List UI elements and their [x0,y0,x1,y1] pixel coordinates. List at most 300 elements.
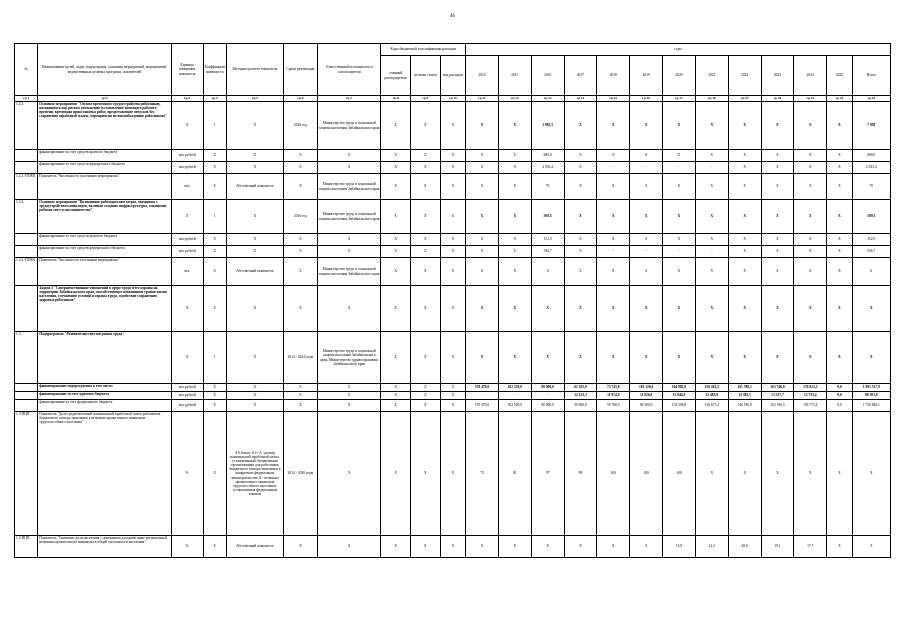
cell-year-value: - [663,162,696,174]
cell-unit: % [171,412,203,536]
cell-year-value: X [597,536,630,558]
cell-method: Абсолютный показатель [226,258,283,286]
cell-year-value: X [564,258,597,286]
cell-year-value: X [794,332,827,384]
header-year-11: 2025 [827,56,852,96]
cell-unit: тыс.рублей [171,234,203,246]
table-row [15,150,891,162]
cell-year-value: 102 529,0 [498,400,531,412]
cell-year-value: 156 775,4 [794,400,827,412]
header-year-12: Итого [852,56,890,96]
header-year-2: 2016 [531,56,564,96]
column-number: гр.19 [728,96,761,102]
cell-year-value: X [761,102,794,150]
cell-year-value: 100 [630,412,663,536]
cell-year-value: 70 [531,174,564,200]
cell-year-value: X [761,258,794,286]
cell-year-value: X [630,174,663,200]
cell-year-value: X [531,536,564,558]
cell-year-value: 11 974,0 [597,392,630,400]
cell-vr: X [440,162,465,174]
cell-year-value: X [498,234,531,246]
cell-year-value: X [852,536,890,558]
cell-year-value: X [466,536,499,558]
cell-coef: X [203,150,226,162]
cell-year-value: X [728,200,761,234]
column-number: гр.18 [695,96,728,102]
row-name: Подпрограмма "Развитие институтов рынка труда" [38,332,171,384]
cell-year-value: 100 [597,412,630,536]
cell-period: X [283,258,317,286]
cell-cs: X [411,174,441,200]
row-name: финансирование за счет средств федерального бюджета [38,162,171,174]
cell-g: X [381,162,411,174]
cell-year-value: 680,0 [852,150,890,162]
cell-coef: X [203,536,226,558]
cell-year-value: - [466,392,499,400]
cell-year-value: X [728,150,761,162]
cell-cs: X [411,258,441,286]
row-number: 1.3-ПЦП [15,412,38,536]
cell-year-value: X [498,258,531,286]
cell-cs: X [411,150,441,162]
cell-year-value: X [466,286,499,332]
header-year-7: 2021 [695,56,728,96]
cell-year-value: X [761,234,794,246]
cell-year-value: X [695,150,728,162]
cell-year-value: 152,9 [852,234,890,246]
column-number: гр.15 [597,96,630,102]
header-unit: Единица измерения показателя [171,44,203,96]
cell-year-value: X [630,258,663,286]
row-name: Задача 3 "Совершенствование отношений в сфере труда и его охраны на территории Забайкальского края, способствующее повышению уровня жизни населения, улучшению условий и охраны труда, содействие сохранению здоровья работников" [38,286,171,332]
header-year-4: 2018 [597,56,630,96]
cell-year-value: X [466,150,499,162]
table-row [15,162,891,174]
cell-year-value: 0,0 [827,384,852,392]
cell-year-value: 509,5 [531,200,564,234]
cell-year-value: 19,1 [761,536,794,558]
cell-cs: X [411,234,441,246]
cell-year-value: X [498,162,531,174]
header-years-title: годы [466,44,891,56]
cell-year-value: - [498,392,531,400]
row-number [15,162,38,174]
cell-resp: X [317,412,381,536]
program-table [14,43,891,558]
cell-resp: X [317,162,381,174]
cell-coef: X [203,286,226,332]
cell-resp: X [317,536,381,558]
cell-unit: X [171,286,203,332]
header-name: Наименование целей, задач, подпрограмм, основных мероприятий, мероприятий, ведомственных целевых программ, показателей [38,44,171,96]
cell-year-value: 15,8 [663,536,696,558]
cell-year-value: 1 883 517,9 [852,384,890,392]
cell-method: X [226,200,283,234]
cell-period: X [283,234,317,246]
cell-year-value: X [564,102,597,150]
cell-year-value: X [827,162,852,174]
row-number [15,234,38,246]
cell-cs: X [411,384,441,392]
cell-period: 2016 год [283,102,317,150]
cell-year-value: 161 780,1 [728,384,761,392]
table-header [15,44,891,102]
row-number: 1.3. [15,332,38,384]
cell-coef: X [203,412,226,536]
cell-year-value: X [597,174,630,200]
cell-year-value: 170 812,5 [794,384,827,392]
cell-year-value: X [695,234,728,246]
cell-g: X [381,234,411,246]
cell-period: X [283,536,317,558]
cell-year-value: 153 358,8 [663,400,696,412]
cell-cs: X [411,536,441,558]
cell-year-value: X [466,200,499,234]
row-number [15,246,38,258]
row-name: Показатель "Доля среднемесячной номинальной заработной платы работников бюджетного сектора экономики к величине прожиточного минимума трудоспособного населения" [38,412,171,536]
cell-year-value: 70 [852,174,890,200]
row-number: 1.2.3.-ПОМ1 [15,174,38,200]
row-number: 1.3-ПЦП [15,536,38,558]
cell-year-value: X [761,286,794,332]
cell-year-value: X [728,246,761,258]
cell-year-value: X [630,286,663,332]
cell-year-value: 164 882,8 [663,384,696,392]
table-row [15,258,891,286]
cell-year-value: - [531,392,564,400]
table-row [15,384,891,392]
cell-method: X [226,332,283,384]
header-year-0: 2014 [466,56,499,96]
cell-year-value: X [761,332,794,384]
cell-year-value: X [852,332,890,384]
cell-year-value: - [597,246,630,258]
cell-year-value: X [564,332,597,384]
cell-year-value: X [827,332,852,384]
cell-period: X [283,400,317,412]
cell-year-value: 21,2 [695,536,728,558]
cell-year-value: X [597,332,630,384]
table-row [15,412,891,536]
cell-year-value: X [695,332,728,384]
cell-year-value: X [498,200,531,234]
row-name: финансирование за счет средств федерального бюджета [38,246,171,258]
cell-year-value: X [728,286,761,332]
cell-method: X [226,286,283,332]
cell-year-value: X [728,412,761,536]
cell-year-value: X [761,162,794,174]
cell-vr: X [440,258,465,286]
cell-g: X [381,392,411,400]
cell-vr: X [440,286,465,332]
cell-g: X [381,246,411,258]
column-number: гр.22 [827,96,852,102]
cell-year-value: X [761,246,794,258]
cell-coef: 1 [203,102,226,150]
cell-year-value: X [466,332,499,384]
cell-year-value: 6 [531,258,564,286]
header-year-1: 2015 [498,56,531,96]
cell-unit: тыс.рублей [171,246,203,258]
cell-year-value: X [564,162,597,174]
cell-year-value: 570 470,0 [466,384,499,392]
header-year-9: 2023 [761,56,794,96]
row-name: Основное мероприятие "Возмещение работодателям затрат, связанных с трудоустройством инвалидов, включая создание инфраструктуры, оснащение рабочих мест и наставничество" [38,200,171,234]
cell-year-value: X [663,234,696,246]
row-number [15,392,38,400]
cell-year-value: X [827,234,852,246]
cell-period: X [283,384,317,392]
cell-unit: X [171,102,203,150]
cell-year-value: X [498,286,531,332]
cell-resp: Министерство труда и социальной защиты населения Забайкальского края [317,102,381,150]
cell-year-value: X [794,258,827,286]
column-number: гр.13 [531,96,564,102]
row-number: 1.2.4. [15,200,38,234]
cell-cs: X [411,246,441,258]
cell-year-value: 680,0 [531,150,564,162]
column-number: гр.1 [15,96,38,102]
cell-resp: Министерство труда и социальной защиты населения Забайкальского края [317,200,381,234]
cell-year-value: X [597,150,630,162]
cell-year-value: 102 529,0 [498,384,531,392]
cell-year-value: 17,7 [794,536,827,558]
cell-vr: X [440,150,465,162]
cell-year-value: X [663,286,696,332]
cell-g: X [381,400,411,412]
cell-year-value: X [498,150,531,162]
cell-cs: X [411,200,441,234]
cell-year-value: X [728,258,761,286]
row-name: финансирование подпрограммы в том числе: [38,384,171,392]
row-name: Показатель "Снижение доли населения с денежными доходами ниже региональной величины прожиточного минимума в общей численности населения" [38,536,171,558]
table-row [15,246,891,258]
cell-year-value: X [466,174,499,200]
cell-year-value: 0,0 [827,392,852,400]
cell-year-value: X [827,174,852,200]
cell-coef: X [203,234,226,246]
cell-year-value: X [663,258,696,286]
cell-year-value: 98 [564,412,597,536]
cell-period: X [283,286,317,332]
table-body [15,102,891,558]
cell-cs: X [411,412,441,536]
cell-year-value: X [794,412,827,536]
cell-year-value: 12 323,3 [564,392,597,400]
cell-period: X [283,392,317,400]
cell-year-value: X [663,102,696,150]
header-code-1: целевая статья [411,56,441,96]
cell-vr: X [440,234,465,246]
cell-year-value: X [663,200,696,234]
cell-g: X [381,412,411,536]
cell-year-value: 12 044,0 [663,392,696,400]
cell-resp: Министерство труда и социальной защиты населения Забайкальского края [317,258,381,286]
row-name: финансирование за счет краевого бюджета [38,392,171,400]
cell-year-value: X [695,102,728,150]
header-code-2: вид расходов [440,56,465,96]
cell-year-value: X [498,332,531,384]
cell-year-value: X [597,200,630,234]
row-number [15,400,38,412]
header-year-10: 2024 [794,56,827,96]
cell-year-value: 13 337,7 [761,392,794,400]
cell-period: 2014 - 2020 годы [283,412,317,536]
column-number: гр.7 [317,96,381,102]
row-name: Показатель "Численность участников мероприятия" [38,174,171,200]
cell-year-value: X [852,412,890,536]
cell-year-value: X [695,286,728,332]
cell-cs: X [411,400,441,412]
cell-year-value: - [695,246,728,258]
table-row [15,392,891,400]
cell-year-value: X [827,258,852,286]
cell-year-value: X [794,200,827,234]
header-year-3: 2017 [564,56,597,96]
cell-unit: тыс.рублей [171,392,203,400]
column-number: гр.17 [663,96,696,102]
row-name: финансирование за счет средств краевого бюджета [38,234,171,246]
cell-year-value: 98 383,8 [852,392,890,400]
cell-year-value: X [827,200,852,234]
cell-resp: X [317,234,381,246]
cell-year-value: X [466,234,499,246]
cell-year-value: 73 [466,412,499,536]
cell-year-value: X [597,102,630,150]
cell-year-value: - [630,246,663,258]
cell-period: X [283,246,317,258]
cell-year-value: 81 [498,412,531,536]
cell-year-value: X [728,332,761,384]
header-year-8: 2022 [728,56,761,96]
cell-g: X [381,150,411,162]
cell-coef: X [203,392,226,400]
cell-vr: X [440,384,465,392]
cell-year-value: X [794,162,827,174]
cell-resp: X [317,400,381,412]
table-row [15,102,891,150]
cell-resp: X [317,150,381,162]
cell-year-value: X [827,286,852,332]
cell-coef: X [203,258,226,286]
cell-unit: тыс.рублей [171,384,203,392]
row-name: финансирование за счет средств краевого бюджета [38,150,171,162]
cell-year-value: X [564,150,597,162]
cell-year-value: X [761,174,794,200]
cell-year-value: 146 536,8 [728,400,761,412]
table-row [15,332,891,384]
cell-resp: X [317,286,381,332]
cell-method: Абсолютный показатель [226,536,283,558]
cell-year-value: X [498,102,531,150]
cell-method: X [226,102,283,150]
cell-year-value: 152 196,5 [761,400,794,412]
cell-resp: X [317,384,381,392]
cell-year-value: 13 733,4 [794,392,827,400]
cell-vr: X [440,102,465,150]
cell-year-value: 2 033,4 [531,162,564,174]
cell-year-value: 73 745,8 [597,384,630,392]
cell-method: X [226,400,283,412]
cell-period: X [283,162,317,174]
cell-year-value: 152,9 [531,234,564,246]
column-number: гр.23 [852,96,890,102]
cell-g: X [381,258,411,286]
cell-year-value: X [630,536,663,558]
cell-year-value: 356,7 [531,246,564,258]
cell-vr: X [440,400,465,412]
cell-g: X [381,102,411,150]
cell-year-value: 1 756 826,1 [852,400,890,412]
column-number: гр.4 [203,96,226,102]
cell-year-value: - [663,246,696,258]
cell-unit: чел. [171,258,203,286]
cell-year-value: X [827,536,852,558]
column-number: гр.5 [226,96,283,102]
cell-resp: Министерство труда и социальной защиты населения Забайкальского края, Министерство здравоохранения Забайкальского края [317,332,381,384]
cell-year-value: X [794,286,827,332]
table-row [15,536,891,558]
cell-g: X [381,536,411,558]
cell-method: X [226,246,283,258]
cell-g: X [381,286,411,332]
cell-g: X [381,174,411,200]
cell-year-value: 0,0 [827,400,852,412]
cell-year-value: X [728,174,761,200]
cell-year-value: 90 000,0 [531,400,564,412]
table-row [15,400,891,412]
cell-year-value: X [663,174,696,200]
page-number: 46 [450,14,455,19]
cell-g: X [381,332,411,384]
cell-year-value: X [630,332,663,384]
cell-vr: X [440,200,465,234]
cell-year-value: X [827,246,852,258]
cell-vr: X [440,392,465,400]
cell-year-value: X [564,536,597,558]
cell-cs: X [411,162,441,174]
cell-year-value: X [728,162,761,174]
cell-year-value: - [695,162,728,174]
cell-year-value: 20,6 [728,536,761,558]
cell-year-value: X [498,536,531,558]
header-method: Методика расчета показателя [226,44,283,96]
cell-year-value: X [728,102,761,150]
cell-cs: X [411,392,441,400]
header-coef: Коэффициент значимости [203,44,226,96]
header-code-0: главный распорядитель [381,56,411,96]
cell-period: 2014 - 2024 годы [283,332,317,384]
table-row [15,200,891,234]
cell-year-value: X [466,102,499,150]
cell-g: X [381,200,411,234]
cell-year-value: - [597,162,630,174]
cell-year-value: X [695,174,728,200]
column-number: гр.20 [761,96,794,102]
cell-coef: X [203,246,226,258]
cell-year-value: X [695,412,728,536]
cell-year-value: 13 382,5 [728,392,761,400]
cell-year-value: X [564,200,597,234]
cell-year-value: X [695,258,728,286]
row-number: 1.2.4.-ПОМ1 [15,258,38,286]
cell-cs: X [411,286,441,332]
cell-period: X [283,174,317,200]
cell-year-value: X [794,150,827,162]
cell-year-value: X [794,246,827,258]
column-number: гр.21 [794,96,827,102]
